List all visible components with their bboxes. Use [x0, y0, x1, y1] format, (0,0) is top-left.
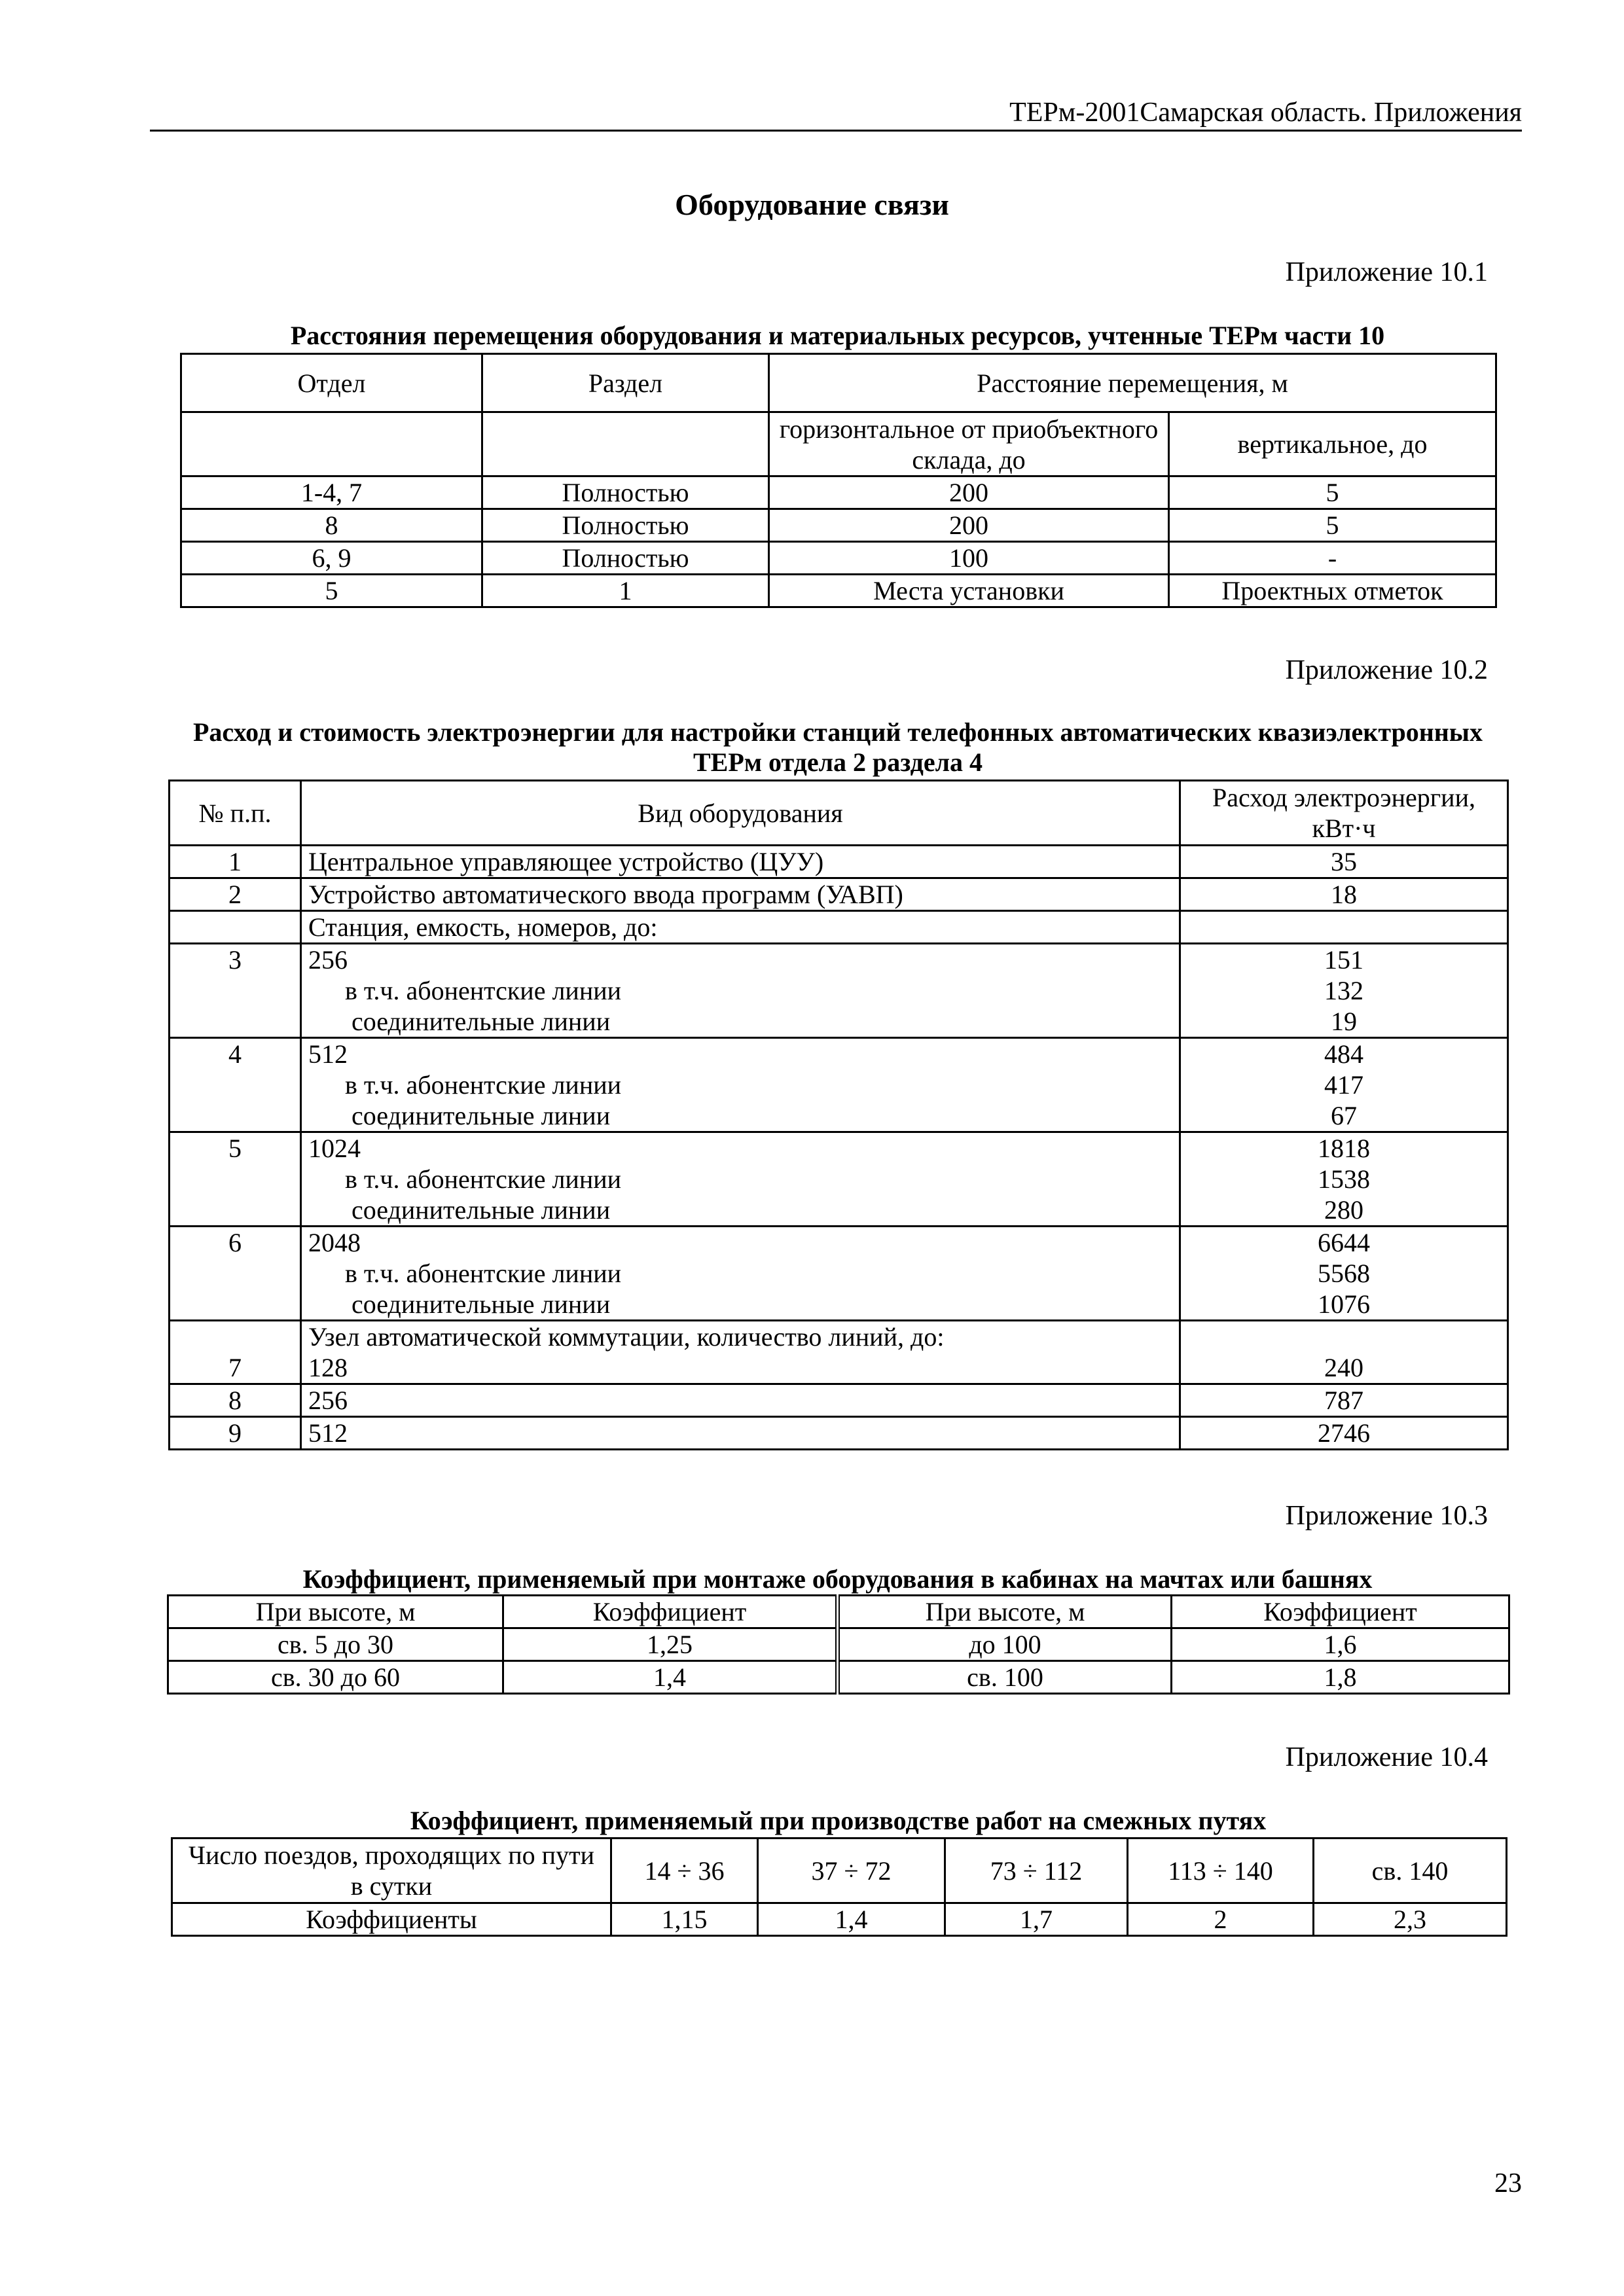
table-row: [170, 1321, 1508, 1384]
consumption-value: 1538: [1318, 1164, 1370, 1194]
cell-equipment: [301, 1384, 1180, 1417]
table-row: [170, 911, 1508, 944]
cell-equipment: [301, 911, 1180, 944]
track-coefficient-table: [171, 1837, 1507, 1937]
consumption-value: 1076: [1318, 1289, 1370, 1319]
header-razdel: Раздел: [482, 354, 769, 412]
cell-consumption: [1180, 1384, 1508, 1417]
header-coefficient: Коэффициент: [1172, 1596, 1509, 1628]
equipment-line: Центральное управляющее устройство (ЦУУ): [308, 847, 824, 876]
cell-horizontal: Места установки: [769, 575, 1169, 607]
energy-table: [168, 780, 1509, 1450]
equipment-line: 1024: [308, 1134, 361, 1163]
cell-horizontal: 100: [769, 542, 1169, 575]
consumption-value: 6644: [1318, 1228, 1370, 1257]
cell-razdel: Полностью: [482, 542, 769, 575]
cell-otdel: 8: [181, 509, 482, 542]
table-row: [181, 542, 1496, 575]
header-range: 14 ÷ 36: [611, 1839, 758, 1903]
empty-cell: [181, 412, 482, 476]
cell-num: [170, 1227, 301, 1321]
equipment-line: 512: [308, 1039, 348, 1069]
equipment-line: в т.ч. абонентские линии: [345, 1070, 622, 1100]
cell-num: [170, 1038, 301, 1132]
consumption-value: 1818: [1318, 1134, 1370, 1163]
equipment-line: соединительные линии: [352, 1195, 611, 1225]
row-number: 5: [228, 1134, 242, 1163]
cell-num: [170, 944, 301, 1038]
cell-razdel: Полностью: [482, 476, 769, 509]
cell-vertical: -: [1169, 542, 1496, 575]
row-label-coefficients: Коэффициенты: [172, 1903, 611, 1936]
cell-num: [170, 878, 301, 911]
table-row: [170, 1227, 1508, 1321]
cell-num: [170, 1417, 301, 1450]
table-row: [170, 1132, 1508, 1227]
table4-caption: Коэффициент, применяемый при производстве работ на смежных путях: [410, 1806, 1267, 1835]
row-number: 8: [228, 1386, 242, 1415]
height-coefficient-table: [167, 1594, 1510, 1695]
row-number: [177, 912, 293, 942]
header-rule: [150, 130, 1522, 132]
cell-consumption: [1180, 1132, 1508, 1227]
consumption-value: 151: [1324, 945, 1363, 975]
equipment-line: 256: [308, 1386, 348, 1415]
row-number: 1: [228, 847, 242, 876]
header-consumption-line2: кВт·ч: [1312, 814, 1376, 843]
cell-vertical: 5: [1169, 476, 1496, 509]
cell-coefficient: 1,7: [945, 1903, 1128, 1936]
consumption-value: [1187, 912, 1500, 942]
appendix-label-10-1: Приложение 10.1: [1285, 257, 1488, 287]
cell-consumption: [1180, 944, 1508, 1038]
table-row: [181, 476, 1496, 509]
consumption-value: 67: [1331, 1101, 1357, 1130]
cell-consumption: [1180, 1038, 1508, 1132]
equipment-line: соединительные линии: [352, 1007, 611, 1036]
consumption-value: 240: [1324, 1353, 1363, 1382]
header-range: 73 ÷ 112: [945, 1839, 1128, 1903]
cell-horizontal: 200: [769, 476, 1169, 509]
cell-coefficient: 1,15: [611, 1903, 758, 1936]
running-header: ТЕРм-2001Самарская область. Приложения: [1009, 98, 1522, 128]
cell-coefficient: 1,6: [1172, 1628, 1509, 1661]
cell-num: [170, 911, 301, 944]
cell-height: св. 30 до 60: [168, 1661, 503, 1694]
table2-caption-line1: Расход и стоимость электроэнергии для настройки станций телефонных автоматических квазиэлектронных: [192, 717, 1483, 747]
appendix-label-10-3: Приложение 10.3: [1285, 1501, 1488, 1531]
equipment-line: в т.ч. абонентские линии: [345, 976, 622, 1005]
cell-coefficient: 2,3: [1314, 1903, 1507, 1936]
cell-equipment: [301, 1132, 1180, 1227]
table-row: [170, 944, 1508, 1038]
cell-horizontal: 200: [769, 509, 1169, 542]
page-number: 23: [1494, 2168, 1522, 2198]
header-consumption: [1180, 781, 1508, 846]
cell-equipment: [301, 1227, 1180, 1321]
row-number: 3: [228, 945, 242, 975]
cell-vertical: 5: [1169, 509, 1496, 542]
table-row: [170, 1417, 1508, 1450]
cell-consumption: [1180, 1321, 1508, 1384]
cell-razdel: 1: [482, 575, 769, 607]
table-row: [168, 1661, 1509, 1694]
consumption-value: 484: [1324, 1039, 1363, 1069]
consumption-value: 417: [1324, 1070, 1363, 1100]
cell-otdel: 1-4, 7: [181, 476, 482, 509]
header-horizontal: горизонтальное от приобъектного склада, до: [769, 412, 1169, 476]
header-range: 37 ÷ 72: [758, 1839, 945, 1903]
equipment-line: Устройство автоматического ввода программ (УАВП): [308, 880, 903, 909]
cell-height: св. 100: [838, 1661, 1172, 1694]
row-number: 2: [228, 880, 242, 909]
cell-equipment: [301, 846, 1180, 878]
cell-consumption: [1180, 878, 1508, 911]
table-row: [170, 846, 1508, 878]
cell-equipment: [301, 1038, 1180, 1132]
equipment-line: соединительные линии: [352, 1101, 611, 1130]
consumption-value: [1187, 1321, 1500, 1352]
consumption-value: 280: [1324, 1195, 1363, 1225]
equipment-line: соединительные линии: [352, 1289, 611, 1319]
cell-coefficient: 1,25: [503, 1628, 838, 1661]
cell-num: [170, 1132, 301, 1227]
cell-equipment: [301, 1321, 1180, 1384]
equipment-line: 512: [308, 1418, 348, 1448]
header-coefficient: Коэффициент: [503, 1596, 838, 1628]
consumption-value: 5568: [1318, 1259, 1370, 1288]
header-range: св. 140: [1314, 1839, 1507, 1903]
table-row: [170, 878, 1508, 911]
consumption-value: 35: [1331, 847, 1357, 876]
row-number: 6: [228, 1228, 242, 1257]
cell-consumption: [1180, 846, 1508, 878]
cell-otdel: 5: [181, 575, 482, 607]
cell-otdel: 6, 9: [181, 542, 482, 575]
header-range: 113 ÷ 140: [1128, 1839, 1314, 1903]
equipment-line: Станция, емкость, номеров, до:: [308, 912, 658, 942]
table1-caption: Расстояния перемещения оборудования и материальных ресурсов, учтенные ТЕРм части 10: [290, 321, 1385, 350]
header-height: При высоте, м: [838, 1596, 1172, 1628]
consumption-value: 2746: [1318, 1418, 1370, 1448]
header-height: При высоте, м: [168, 1596, 503, 1628]
equipment-line: 2048: [308, 1228, 361, 1257]
cell-coefficient: 2: [1128, 1903, 1314, 1936]
distance-table: [180, 353, 1497, 608]
row-number: 4: [228, 1039, 242, 1069]
row-number: 9: [228, 1418, 242, 1448]
page-title: Оборудование связи: [675, 188, 949, 221]
header-distance: Расстояние перемещения, м: [769, 354, 1496, 412]
cell-consumption: [1180, 1417, 1508, 1450]
cell-vertical: Проектных отметок: [1169, 575, 1496, 607]
table-row: [181, 509, 1496, 542]
cell-coefficient: 1,4: [503, 1661, 838, 1694]
header-otdel: Отдел: [181, 354, 482, 412]
equipment-line: 128: [308, 1353, 348, 1382]
appendix-label-10-2: Приложение 10.2: [1285, 655, 1488, 685]
table-row: [170, 1384, 1508, 1417]
cell-razdel: Полностью: [482, 509, 769, 542]
consumption-value: 18: [1331, 880, 1357, 909]
equipment-line: Узел автоматической коммутации, количество линий, до:: [308, 1322, 945, 1352]
cell-num: [170, 1384, 301, 1417]
table2-caption-line2: ТЕРм отдела 2 раздела 4: [693, 747, 983, 777]
header-trains-per-day: Число поездов, проходящих по пути в сутки: [172, 1839, 611, 1903]
cell-equipment: [301, 878, 1180, 911]
equipment-line: в т.ч. абонентские линии: [345, 1164, 622, 1194]
consumption-value: 787: [1324, 1386, 1363, 1415]
equipment-line: 256: [308, 945, 348, 975]
cell-height: св. 5 до 30: [168, 1628, 503, 1661]
consumption-value: 132: [1324, 976, 1363, 1005]
row-number: 7: [228, 1353, 242, 1382]
table3-caption: Коэффициент, применяемый при монтаже оборудования в кабинах на мачтах или башнях: [302, 1564, 1373, 1594]
cell-height: до 100: [838, 1628, 1172, 1661]
table-row: [170, 1038, 1508, 1132]
cell-coefficient: 1,4: [758, 1903, 945, 1936]
cell-equipment: [301, 1417, 1180, 1450]
cell-consumption: [1180, 911, 1508, 944]
cell-coefficient: 1,8: [1172, 1661, 1509, 1694]
appendix-label-10-4: Приложение 10.4: [1285, 1742, 1488, 1772]
cell-num: [170, 846, 301, 878]
row-number: [177, 1321, 293, 1352]
cell-consumption: [1180, 1227, 1508, 1321]
equipment-line: в т.ч. абонентские линии: [345, 1259, 622, 1288]
table-row: [168, 1628, 1509, 1661]
header-type: Вид оборудования: [301, 781, 1180, 846]
header-num: № п.п.: [170, 781, 301, 846]
table-row: [181, 575, 1496, 607]
cell-equipment: [301, 944, 1180, 1038]
cell-num: [170, 1321, 301, 1384]
consumption-value: 19: [1331, 1007, 1357, 1036]
header-consumption-line1: Расход электроэнергии,: [1212, 783, 1475, 812]
header-vertical: вертикальное, до: [1169, 412, 1496, 476]
empty-cell: [482, 412, 769, 476]
